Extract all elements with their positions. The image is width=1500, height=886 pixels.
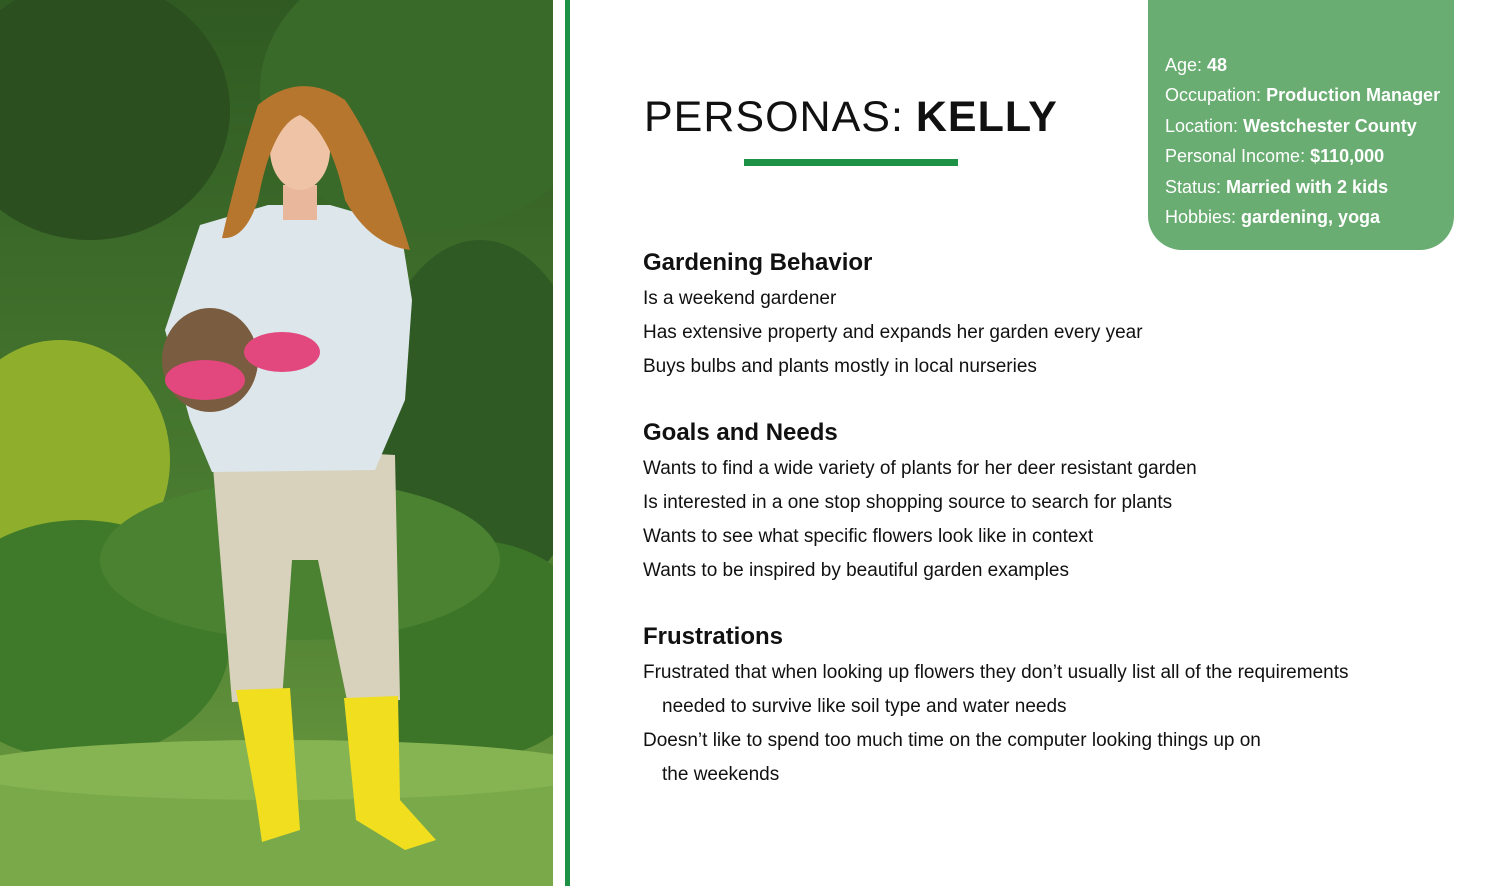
info-label: Personal Income: — [1165, 146, 1311, 167]
section-heading: Gardening Behavior — [643, 249, 873, 276]
photo-gap — [553, 0, 565, 886]
section-heading: Goals and Needs — [643, 419, 838, 446]
list-item-continuation: the weekends — [662, 764, 780, 785]
list-item-continuation: needed to survive like soil type and water needs — [662, 696, 1067, 717]
section-frustrations — [643, 622, 1463, 792]
info-label: Location: — [1165, 115, 1244, 136]
info-hobbies — [1165, 202, 1454, 232]
list-item: Is a weekend gardener — [643, 288, 837, 309]
info-income — [1165, 141, 1454, 171]
info-value: $110,000 — [1310, 146, 1385, 167]
info-value: Westchester County — [1243, 115, 1417, 136]
info-label: Age: — [1165, 55, 1208, 75]
info-value: Married with 2 kids — [1226, 176, 1389, 197]
info-age — [1165, 50, 1454, 80]
section-goals-needs — [643, 418, 1463, 588]
goals-list — [643, 452, 1463, 588]
info-occupation — [1165, 80, 1454, 110]
info-value: gardening, yoga — [1241, 206, 1381, 227]
list-item: Wants to be inspired by beautiful garden examples — [643, 560, 1069, 581]
list-item: Wants to find a wide variety of plants for her deer resistant garden — [643, 458, 1197, 479]
info-label: Occupation: — [1165, 85, 1267, 106]
info-label: Status: — [1165, 176, 1227, 197]
list-item — [643, 656, 1463, 724]
persona-info-card — [1148, 0, 1454, 250]
title-underline — [744, 159, 958, 166]
section-heading: Frustrations — [643, 623, 784, 650]
frustrations-list — [643, 656, 1463, 792]
list-item-line: Frustrated that when looking up flowers they don’t usually list all of the requirements — [643, 662, 1349, 683]
page-title — [644, 92, 1058, 142]
list-item: Wants to see what specific flowers look like in context — [643, 526, 1094, 547]
info-location — [1165, 111, 1454, 141]
info-status — [1165, 172, 1454, 202]
list-item-line: Doesn’t like to spend too much time on the computer looking things up on — [643, 730, 1261, 751]
list-item: Is interested in a one stop shopping source to search for plants — [643, 492, 1173, 513]
info-value: Production Manager — [1266, 85, 1441, 106]
list-item: Has extensive property and expands her garden every year — [643, 322, 1143, 343]
info-label: Hobbies: — [1165, 206, 1242, 227]
info-value: 48 — [1207, 55, 1228, 75]
list-item: Buys bulbs and plants mostly in local nurseries — [643, 356, 1037, 377]
title-prefix: PERSONAS: — [644, 93, 904, 141]
gardener-illustration — [0, 0, 553, 886]
persona-photo — [0, 0, 553, 886]
behavior-list — [643, 282, 1463, 384]
section-gardening-behavior — [643, 248, 1463, 384]
list-item — [643, 724, 1463, 792]
vertical-divider — [565, 0, 570, 886]
persona-name: KELLY — [915, 93, 1058, 141]
